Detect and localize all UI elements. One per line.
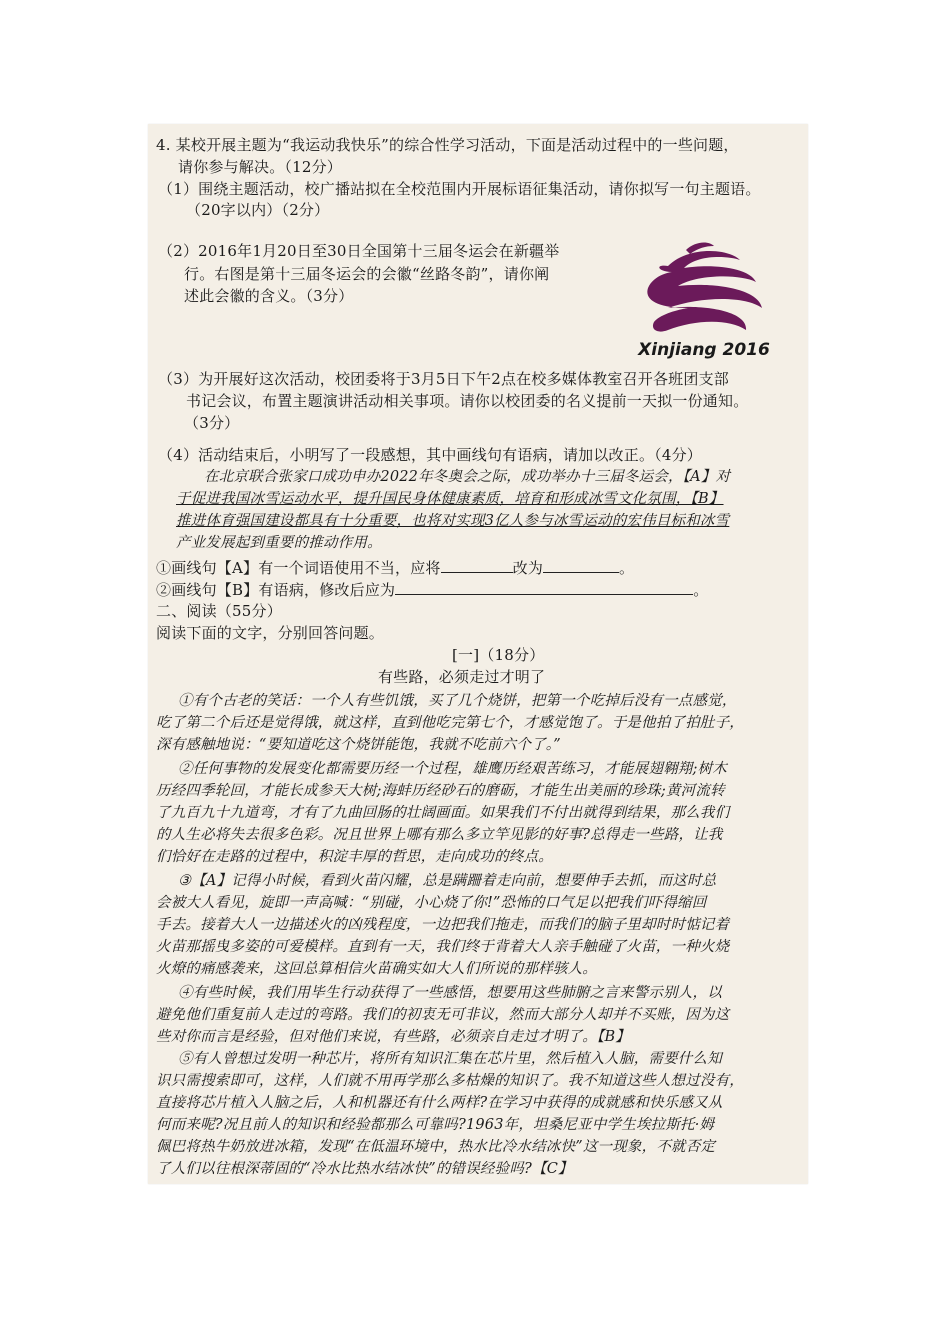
q4-part3-line1: （3）为开展好这次活动，校团委将于3月5日下午2点在校多媒体教室召开各班团支部 [158,370,729,388]
answer2-prefix: ②画线句【B】有语病，修改后应为 [156,581,396,599]
answer2-end: 。 [693,581,709,599]
answer1-blank-from[interactable] [441,556,513,573]
article-title: 有些路，必须走过才明了 [378,668,546,686]
para3-line3: 手去。接着大人一边描述火的凶残程度，一边把我们拖走，而我们的脑子里却时时惦记着 [156,917,730,933]
para1-line3: 深有感触地说：“要知道吃这个烧饼能饱，我就不吃前六个了。” [156,737,561,753]
answer2-blank[interactable] [395,578,693,595]
para3-line1: ③【A】记得小时候，看到火苗闪耀，总是蹒跚着走向前，想要伸手去抓，而这时总 [178,873,717,889]
q4-answer1 [156,556,634,579]
q4-part1-line1: （1）围绕主题活动，校广播站拟在全校范围内开展标语征集活动，请你拟写一句主题语。 [158,180,761,198]
section2-instruction: 阅读下面的文字，分别回答问题。 [156,624,385,642]
q4-part2-line1: （2）2016年1月20日至30日全国第十三届冬运会在新疆举 [158,242,560,260]
para2-line5: 们恰好在走路的过程中，积淀丰厚的哲思，走向成功的终点。 [156,849,553,865]
para5-line6: 了人们以往根深蒂固的“冷水比热水结冰快”的错误经验吗?【C】 [156,1161,573,1177]
para3-line5: 火燎的痛感袭来，这回总算相信火苗确实如大人们所说的那样骇人。 [156,961,597,977]
para3-line4: 火苗那摇曳多姿的可爱模样。直到有一天，我们终于背着大人亲手触碰了火苗，一种火烧 [156,939,730,955]
para2-line2: 历经四季轮回，才能长成参天大树;海蚌历经砂石的磨砺，才能生出美丽的珍珠;黄河流转 [156,783,725,799]
q4-answer2 [156,578,708,601]
q4-intro-line1: 4. 某校开展主题为“我运动我快乐”的综合性学习活动，下面是活动过程中的一些问题， [156,136,739,154]
para4-line2: 避免他们重复前人走过的弯路。我们的初衷无可非议，然而大部分人却并不买账，因为这 [156,1007,730,1023]
para5-line5: 佩巴将热牛奶放进冰箱，发现“在低温环境中，热水比冷水结冰快”这一现象，不就否定 [156,1139,716,1155]
para2-line4: 的人生必将失去很多色彩。况且世界上哪有那么多立竿见影的好事?总得走一些路，让我 [156,827,723,843]
para3-line2: 会被大人看见，旋即一声高喊：“别碰，小心烧了你!”恐怖的口气足以把我们吓得缩回 [156,895,707,911]
para5-line2: 识只需搜索即可，这样，人们就不用再学那么多枯燥的知识了。我不知道这些人想过没有， [156,1073,744,1089]
emblem-caption: Xinjiang 2016 [638,340,770,360]
q4-part3-line2: 书记会议，布置主题演讲活动相关事项。请你以校团委的名义提前一天拟一份通知。 [186,392,749,410]
para5-line3: 直接将芯片植入人脑之后，人和机器还有什么两样?在学习中获得的成就感和快乐感又从 [156,1095,723,1111]
answer1-mid: 改为 [512,559,544,577]
q4-part4-line1: （4）活动结束后，小明写了一段感想，其中画线句有语病，请加以改正。（4分） [158,446,702,464]
part-one-heading: [一]（18分） [452,646,545,664]
para2-line3: 了九百九十九道弯，才有了九曲回肠的壮阔画面。如果我们不付出就得到结果，那么我们 [156,805,730,821]
para4-line3: 些对你而言是经验，但对他们来说，有些路，必须亲自走过才明了。【B】 [156,1029,631,1045]
para5-line1: ⑤有人曾想过发明一种芯片，将所有知识汇集在芯片里，然后植入人脑，需要什么知 [178,1051,722,1067]
para5-line4: 何而来呢?况且前人的知识和经验都那么可靠吗?1963年，坦桑尼亚中学生埃拉斯托·姆 [156,1117,715,1133]
answer1-prefix: ①画线句【A】有一个词语使用不当，应将 [156,559,441,577]
q4-part2-line2: 行。右图是第十三届冬运会的会徽“丝路冬韵”，请你阐 [184,265,550,283]
q4-intro-line2: 请你参与解决。（12分） [178,158,342,176]
q4-part4-line2: 在北京联合张家口成功申办2022年冬奥会之际，成功举办十三届冬运会，【A】对 [204,469,731,485]
section2-title: 二、阅读（55分） [156,602,282,620]
q4-part2-line3: 述此会徽的含义。（3分） [184,287,354,305]
q4-part3-line3: （3分） [184,414,240,432]
para2-line1: ②任何事物的发展变化都需要历经一个过程，雄鹰历经艰苦练习，才能展翅翱翔;树木 [178,761,727,777]
q4-part1-line2: （20字以内）（2分） [186,201,330,219]
answer1-blank-to[interactable] [543,556,619,573]
q4-part4-line3: 于促进我国冰雪运动水平，提升国民身体健康素质，培育和形成冰雪文化氛围，【B】 [176,491,724,507]
answer1-end: 。 [619,559,635,577]
para1-line1: ①有个古老的笑话：一个人有些饥饿，买了几个烧饼，把第一个吃掉后没有一点感觉， [178,693,737,709]
para1-line2: 吃了第二个后还是觉得饿，就这样，直到他吃完第七个，才感觉饱了。于是他拍了拍肚子， [156,715,744,731]
q4-part4-line5: 产业发展起到重要的推动作用。 [176,535,382,551]
para4-line1: ④有些时候，我们用毕生行动获得了一些感悟，想要用这些肺腑之言来警示别人，以 [178,985,722,1001]
q4-part4-line4: 推进体育强国建设都具有十分重要，也将对实现3亿人参与冰雪运动的宏伟目标和冰雪 [176,513,730,529]
